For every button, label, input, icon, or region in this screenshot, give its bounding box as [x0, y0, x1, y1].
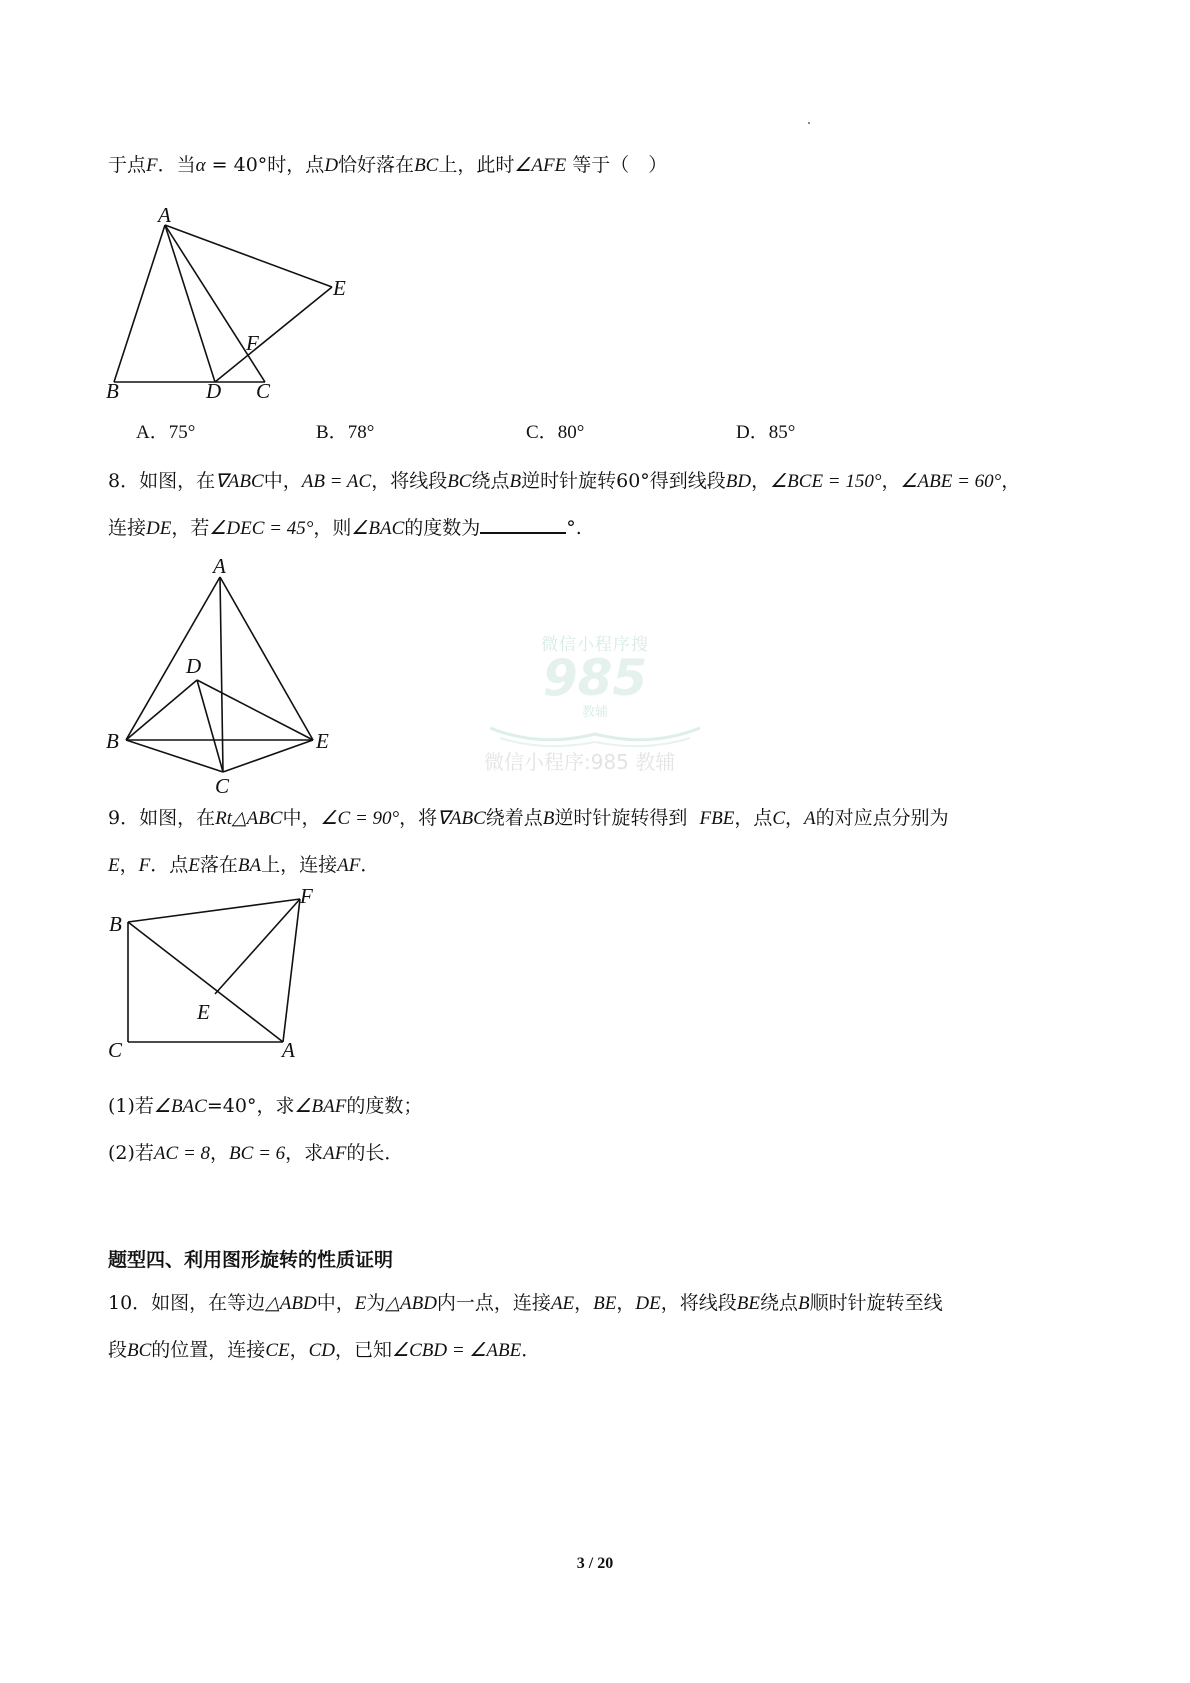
answer-blank[interactable] — [480, 514, 566, 534]
text: 逆时针旋转得到 — [554, 807, 688, 829]
label-D: D — [186, 654, 202, 678]
text: ，将线段 — [371, 470, 448, 492]
label-E: E — [316, 729, 329, 753]
math-var: △ABD — [265, 1293, 317, 1314]
choice-c[interactable] — [526, 420, 584, 446]
math-angle: ∠BAC — [153, 1096, 207, 1117]
text: =40°，求 — [206, 1095, 295, 1117]
text: ， — [616, 1292, 636, 1314]
math-eq: ∠BCE = 150° — [770, 471, 882, 492]
q9-figure — [100, 884, 340, 1070]
math-eq: ∠C = 90° — [320, 808, 400, 829]
text: ，求 — [285, 1142, 324, 1164]
text: ， — [785, 807, 805, 829]
label-D: D — [206, 379, 222, 403]
text: 的度数； — [346, 1095, 423, 1117]
watermark-text: 微信小程序搜 — [541, 635, 649, 655]
text: °. — [566, 517, 582, 539]
math-var: E — [188, 855, 200, 876]
math-var: B — [797, 1293, 810, 1314]
text: 的位置，连接 — [151, 1339, 266, 1361]
label-F: F — [246, 331, 259, 355]
math-eq: ∠CBD = ∠ABE — [392, 1340, 522, 1361]
q7-text-line — [108, 152, 667, 179]
math-eq: ∠ABE = 60° — [900, 471, 1002, 492]
choice-a[interactable] — [136, 420, 195, 446]
text: 的对应点分别为 — [815, 807, 949, 829]
math-var: Rt△ABC — [215, 808, 283, 829]
label-C: C — [215, 774, 230, 798]
choice-b[interactable] — [316, 420, 374, 446]
math-var: F — [146, 155, 158, 176]
text: ， — [751, 470, 771, 492]
text: 9．如图，在 — [108, 807, 216, 829]
choice-value: 75° — [168, 422, 196, 443]
text: ， — [1001, 470, 1021, 492]
label-F: F — [300, 884, 313, 908]
text: 顺时针旋转至线 — [809, 1292, 943, 1314]
text: 绕着点 — [485, 807, 543, 829]
label-A: A — [213, 554, 226, 578]
math-var: D — [324, 155, 339, 176]
text: 绕点 — [471, 470, 510, 492]
stray-dot — [808, 122, 810, 124]
choice-label: C． — [526, 422, 558, 443]
math-var: AE — [550, 1293, 575, 1314]
text: ， — [119, 854, 139, 876]
choice-d[interactable] — [736, 420, 795, 446]
math-var: BC — [414, 155, 439, 176]
choice-label: A． — [136, 422, 169, 443]
q8-text-line-2 — [108, 514, 582, 542]
text: 落在 — [199, 854, 238, 876]
math-var: BC — [447, 471, 472, 492]
text: 中， — [263, 470, 302, 492]
math-var: F — [138, 855, 151, 876]
math-var: DE — [146, 518, 172, 539]
label-B: B — [106, 729, 119, 753]
q8-figure — [100, 554, 340, 798]
text: 上，连接 — [261, 854, 338, 876]
math-eq: BC = 6 — [229, 1143, 286, 1164]
text: ，将线段 — [660, 1292, 737, 1314]
math-var: E — [108, 855, 120, 876]
math-var: E — [354, 1293, 367, 1314]
text: ， — [210, 1142, 230, 1164]
q7-choices — [136, 420, 936, 446]
choice-value: 80° — [557, 422, 585, 443]
text: 恰好落在 — [338, 154, 415, 176]
text: 段 — [108, 1339, 128, 1361]
math-var: CD — [308, 1340, 336, 1361]
q7-figure — [100, 200, 360, 403]
section-title: 题型四、利用图形旋转的性质证明 — [108, 1249, 394, 1271]
text: 中， — [316, 1292, 355, 1314]
math-var: FBE — [699, 808, 735, 829]
text: 于点 — [108, 154, 147, 176]
math-angle: ∠BAF — [294, 1096, 347, 1117]
text: ， — [881, 470, 901, 492]
choice-value: 85° — [768, 422, 796, 443]
text: 内一点，连接 — [436, 1292, 551, 1314]
math-var: BA — [237, 855, 262, 876]
text: ， — [289, 1339, 309, 1361]
page-number: 3 / 20 — [576, 1555, 614, 1572]
math-angle: ∠AFE — [514, 155, 567, 176]
text: ，则 — [313, 517, 352, 539]
text: 中， — [282, 807, 321, 829]
text: 等于（ ） — [566, 154, 668, 176]
math-var: BE — [593, 1293, 617, 1314]
q9-subquestion-1 — [108, 1093, 422, 1120]
math-var: DE — [635, 1293, 661, 1314]
math-eq: ∠DEC = 45° — [209, 518, 314, 539]
text: ．点 — [150, 854, 189, 876]
math-var: B — [509, 471, 522, 492]
text: (1)若 — [108, 1095, 154, 1117]
choice-label: D． — [736, 422, 769, 443]
math-var: AF — [323, 1143, 347, 1164]
label-C: C — [108, 1038, 123, 1062]
label-B: B — [109, 912, 122, 936]
watermark-caption: 微信小程序:985 教辅 — [484, 750, 676, 774]
text: 为 — [366, 1292, 386, 1314]
math-angle: ∠BAC — [351, 518, 405, 539]
math-var: △ABD — [385, 1293, 437, 1314]
math-var: AF — [337, 855, 361, 876]
math-var: CE — [265, 1340, 290, 1361]
math-var: ∇ABC — [437, 808, 486, 829]
q9-subquestion-2 — [108, 1140, 403, 1167]
text: 8．如图，在 — [108, 470, 216, 492]
text: ． — [521, 1339, 541, 1361]
math-var: BC — [127, 1340, 152, 1361]
q8-text-line-1 — [108, 468, 1020, 495]
text: ，点 — [734, 807, 773, 829]
q9-text-line-1 — [108, 805, 949, 832]
q9-text-line-2 — [108, 852, 379, 879]
q10-text-line-1 — [108, 1290, 943, 1317]
label-A: A — [282, 1038, 295, 1062]
math-var: BD — [725, 471, 752, 492]
label-E: E — [333, 276, 346, 300]
math-eq: AC = 8 — [153, 1143, 211, 1164]
text: ，若 — [171, 517, 210, 539]
text: 的长． — [346, 1142, 404, 1164]
text: ．当 — [157, 154, 196, 176]
math-var: B — [542, 808, 555, 829]
text: 逆时针旋转60°得到线段 — [521, 470, 726, 492]
math-var: α — [195, 155, 206, 176]
label-B: B — [106, 379, 119, 403]
watermark-text: 教辅 — [581, 705, 608, 720]
text: 的度数为 — [404, 517, 481, 539]
text: ， — [574, 1292, 594, 1314]
math-var: C — [772, 808, 786, 829]
label-C: C — [256, 379, 271, 403]
math-var: BE — [736, 1293, 760, 1314]
choice-value: 78° — [347, 422, 375, 443]
label-E: E — [197, 1000, 210, 1024]
math-eq: AB = AC — [301, 471, 372, 492]
text: 上，此时 — [438, 154, 515, 176]
q10-text-line-2 — [108, 1337, 540, 1364]
math-var: A — [804, 808, 816, 829]
text: ． — [360, 854, 380, 876]
text: 10．如图，在等边 — [108, 1292, 266, 1314]
text: ，将 — [399, 807, 438, 829]
text: ，已知 — [335, 1339, 393, 1361]
text: = 40°时，点 — [205, 154, 325, 176]
choice-label: B． — [316, 422, 348, 443]
label-A: A — [158, 203, 171, 227]
text: 绕点 — [759, 1292, 798, 1314]
watermark-number: 985 — [542, 649, 648, 707]
math-var: ∇ABC — [215, 471, 264, 492]
text: (2)若 — [108, 1142, 154, 1164]
text: 连接 — [108, 517, 147, 539]
